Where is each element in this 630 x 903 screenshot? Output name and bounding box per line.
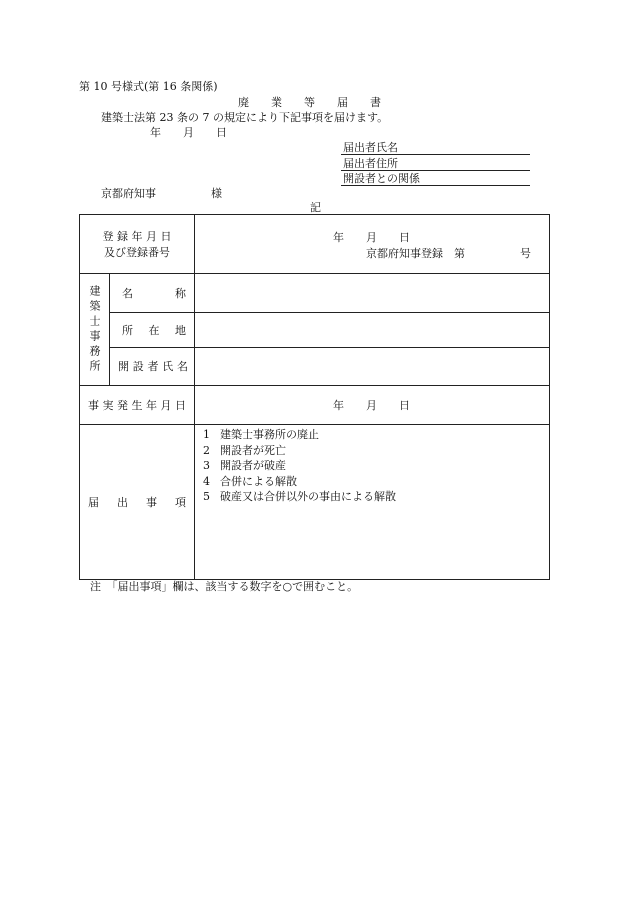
applicant-name-field[interactable] <box>341 139 530 155</box>
item-number: 4 <box>203 474 210 488</box>
item-text: 建築士事務所の廃止 <box>220 428 319 441</box>
intro-text: 建築士法第 23 条の 7 の規定により下記事項を届けます。 <box>101 111 389 124</box>
list-item[interactable] <box>203 489 549 505</box>
location-label-char: 地 <box>175 323 186 337</box>
footnote: 注 「届出事項」欄は、該当する数字を○で囲むこと。 <box>90 580 359 593</box>
fact-date-label-char: 事 <box>88 398 99 412</box>
item-text: 合併による解散 <box>220 474 297 488</box>
applicant-address-label: 届出者住所 <box>343 157 398 170</box>
form-number: 第 10 号様式(第 16 条関係) <box>79 80 218 93</box>
registration-number: 京都府知事登録 第 号 <box>366 247 531 260</box>
founder-label-char: 者 <box>147 360 159 373</box>
name-label-cell <box>110 274 195 313</box>
item-text: 破産又は合併以外の事由による解散 <box>220 490 396 503</box>
item-number: 2 <box>203 443 210 457</box>
ki-heading: 記 <box>310 201 321 214</box>
founder-label-cell <box>110 348 195 386</box>
name-label-char: 名 <box>122 286 133 300</box>
list-item[interactable] <box>203 474 549 490</box>
office-location-value[interactable] <box>195 313 550 348</box>
items-label-char: 事 <box>146 495 157 509</box>
founder-label-char: 設 <box>132 360 144 373</box>
item-text: 開設者が破産 <box>220 459 286 472</box>
fact-date-value: 年 月 日 <box>333 399 410 412</box>
registration-label-1: 登 録 年 月 日 <box>102 229 172 243</box>
founder-row <box>80 348 550 386</box>
relation-field[interactable] <box>341 170 530 186</box>
founder-label-char: 氏 <box>162 360 174 373</box>
items-list <box>195 425 549 505</box>
items-label-char: 出 <box>117 495 128 509</box>
applicant-address-field[interactable] <box>341 155 530 171</box>
office-name-row <box>80 274 550 313</box>
fact-date-label-cell <box>80 386 195 425</box>
submission-date: 年 月 日 <box>150 126 227 139</box>
fact-date-label-char: 年 <box>146 398 157 412</box>
item-number: 3 <box>203 459 210 472</box>
notification-table <box>79 214 550 580</box>
registration-value-cell[interactable] <box>195 215 550 274</box>
office-label: 建築士事務所 <box>88 284 101 375</box>
founder-label <box>110 360 194 373</box>
form-title: 廃 業 等 届 書 <box>238 96 381 109</box>
items-label-char: 項 <box>175 495 186 509</box>
list-item[interactable] <box>203 427 549 443</box>
registration-label-cell <box>80 215 195 274</box>
founder-value[interactable] <box>195 348 550 386</box>
fact-date-label-char: 発 <box>117 398 128 412</box>
relation-label: 開設者との関係 <box>343 172 420 185</box>
office-location-row <box>80 313 550 348</box>
addressee: 京都府知事 様 <box>101 187 222 200</box>
applicant-name-label: 届出者氏名 <box>343 141 398 154</box>
location-label-char: 在 <box>148 323 160 337</box>
fact-date-label-char: 実 <box>102 398 114 412</box>
list-item[interactable] <box>203 458 549 474</box>
item-number: 1 <box>203 428 210 441</box>
office-label-cell <box>80 274 110 386</box>
fact-date-row <box>80 386 550 425</box>
items-row <box>80 425 550 580</box>
founder-label-char: 名 <box>177 360 188 373</box>
items-label <box>80 496 194 509</box>
fact-date-label-char: 月 <box>160 398 172 412</box>
fact-date-label-char: 生 <box>131 398 143 412</box>
registration-row <box>80 215 550 274</box>
registration-label-2: 及び登録番号 <box>104 245 170 259</box>
name-label <box>110 287 194 300</box>
name-label-char: 称 <box>175 286 186 300</box>
items-cell <box>195 425 550 580</box>
office-name-value[interactable] <box>195 274 550 313</box>
fact-date-label-char: 日 <box>175 398 186 412</box>
fact-date-label <box>80 399 194 412</box>
items-label-cell <box>80 425 195 580</box>
item-number: 5 <box>203 490 210 503</box>
items-label-char: 届 <box>88 495 99 509</box>
fact-date-value-cell[interactable] <box>195 386 550 425</box>
location-label-cell <box>110 313 195 348</box>
item-text: 開設者が死亡 <box>220 443 286 457</box>
location-label <box>110 324 194 337</box>
registration-date: 年 月 日 <box>333 231 410 244</box>
founder-label-char: 開 <box>118 360 129 373</box>
location-label-char: 所 <box>122 323 133 337</box>
list-item[interactable] <box>203 443 549 459</box>
